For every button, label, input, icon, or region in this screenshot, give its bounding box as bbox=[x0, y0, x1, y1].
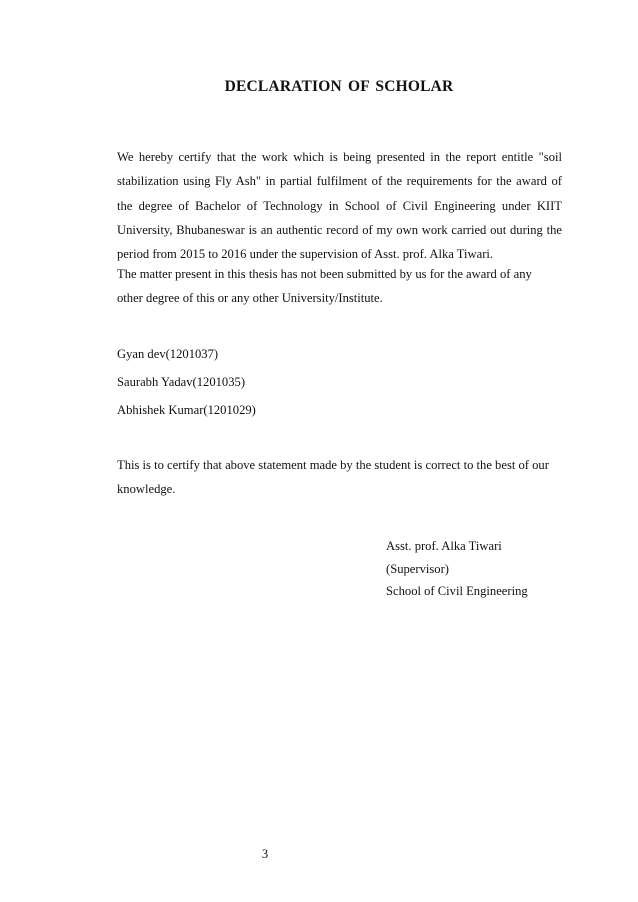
page-number: 3 bbox=[261, 847, 269, 861]
page-title: DECLARATION OF SCHOLAR bbox=[224, 78, 454, 95]
scholar-name: Abhishek Kumar(1201029) bbox=[117, 402, 256, 417]
scholar-name: Gyan dev(1201037) bbox=[117, 347, 219, 361]
certification-paragraph: This is to certify that above statement made by the student is correct to the best of our knowledge. bbox=[117, 458, 549, 496]
supervisor-name: Asst. prof. Alka Tiwari bbox=[386, 539, 502, 553]
originality-paragraph: The matter present in this thesis has not been submitted by us for the award of any other degree of this or any other University/Institute. bbox=[117, 267, 532, 306]
declaration-paragraph: We hereby certify that the work which is being presented in the report entitle "soil stabilization using Fly Ash" in partial fulfilment of the requirements for the award of the degree of Bachelor of Technology in School of Civil Engineering under KIIT University, Bhubaneswar is an authentic record of my own work carried out during the period from 2015 to 2016 under the supervision of Asst. prof. Alka Tiwari. bbox=[117, 150, 562, 262]
supervisor-department: School of Civil Engineering bbox=[386, 584, 528, 598]
supervisor-block bbox=[386, 536, 528, 604]
scholar-name: Saurabh Yadav(1201035) bbox=[117, 374, 246, 389]
supervisor-role: (Supervisor) bbox=[386, 561, 449, 576]
scholar-list bbox=[117, 342, 256, 425]
